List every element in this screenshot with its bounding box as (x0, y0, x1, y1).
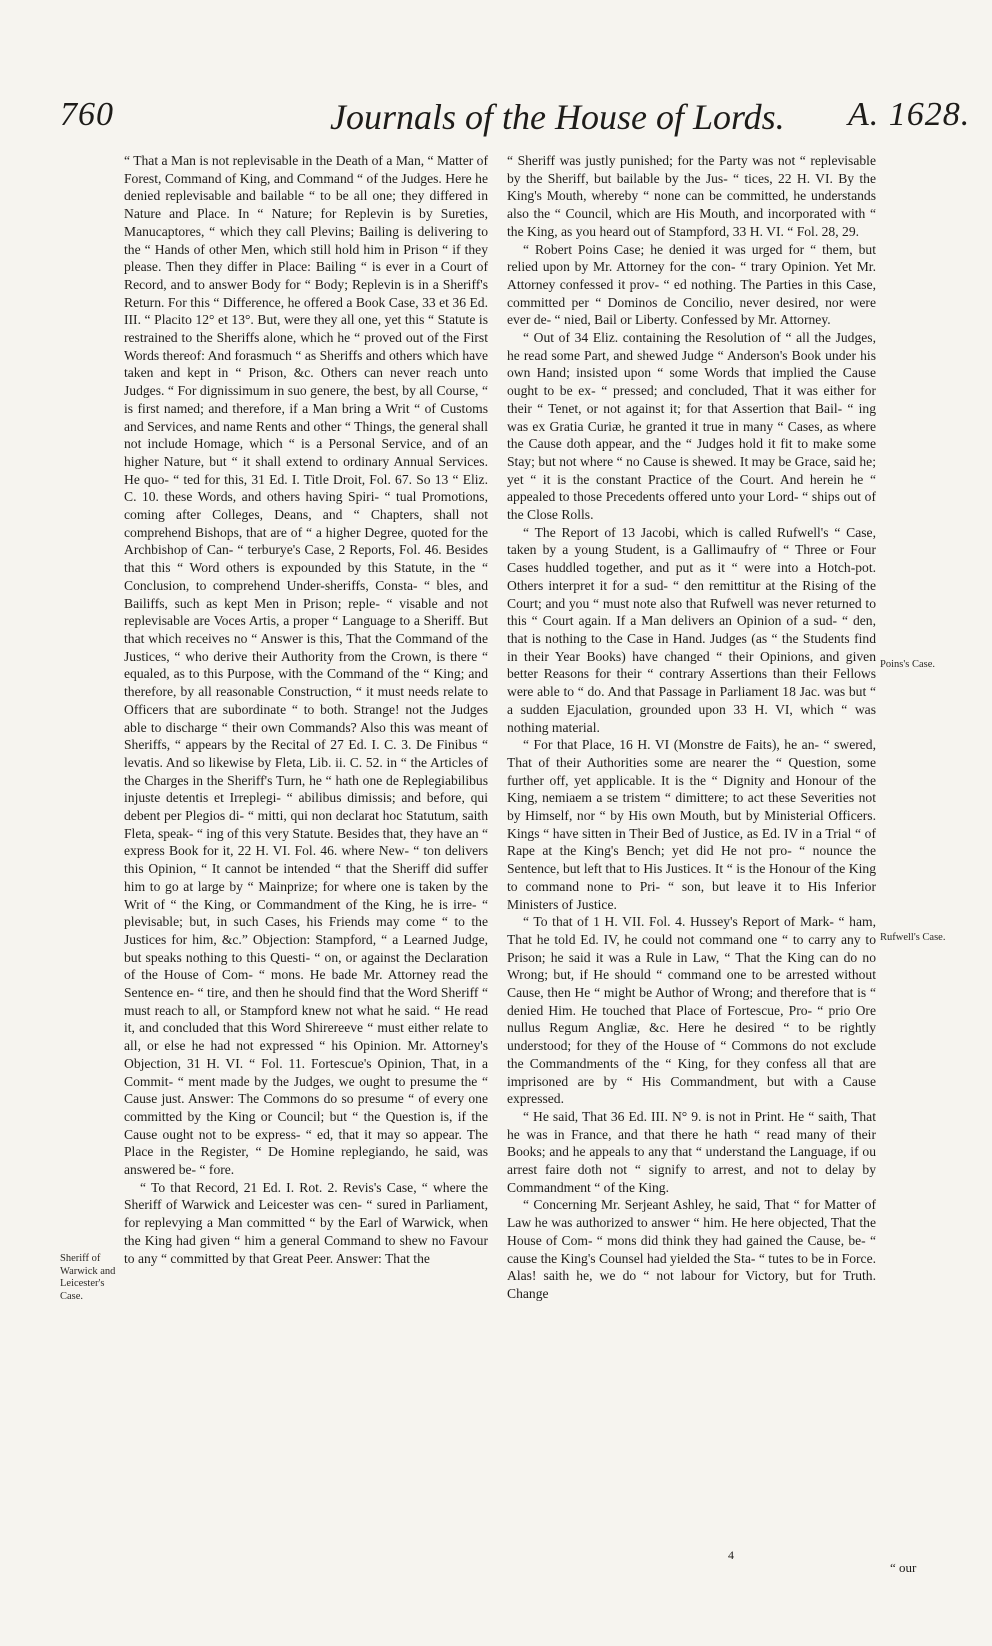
paragraph: “ Sheriff was justly punished; for the Party was not “ replevisable by the Sheriff, but bailable by the Jus- “ tices, 22 H. VI. By the King's Mouth, whereby “ none can be committed, he understands also the “ Council, which are His Mouth, and incorporated with “ the King, as you heard out of Stampford, 33 H. VI. “ Fol. 28, 29. (507, 153, 876, 239)
margin-note-sheriff-of-warwick: Sheriff of Warwick and Leicester's Case. (60, 1253, 116, 1302)
paragraph: “ Concerning Mr. Serjeant Ashley, he said, That “ for Matter of Law he was authorized to answer “ him. He here objected, That the House of Com- “ mons did think they had gained the Cause, be- “ cause the King's Counsel had yielded the Sta- “ tutes to be in Force. Alas! saith he, we do “ not labour for Victory, but for Truth. Change (507, 1197, 876, 1301)
paragraph: “ To that of 1 H. VII. Fol. 4. Hussey's Report of Mark- “ ham, That he told Ed. IV, he could not command one “ to carry any to Prison; he said it was a Rule in Law, “ That the King can do no Wrong; but, if He should “ command one to be arrested without Cause, then He “ might be Author of Wrong; and therefore that is “ denied Him. He touched that Place of Fortescue, Pro- “ prio Ore nullus Regum Angliæ, &c. Here he desired “ to be rightly understood; for they of the House of “ Commons do not exclude the Commandments of the “ King, for they confess all that are imprisoned are by “ His Commandment, but with a Cause expressed. (507, 914, 876, 1107)
year-heading: A. 1628. (848, 96, 971, 133)
catchword: “ our (890, 1560, 917, 1575)
paragraph: “ He said, That 36 Ed. III. N° 9. is not in Print. He “ saith, That he was in France, and that there he hath “ read many of their Books; and he appeals to any that “ understand the Language, if ou arrest faire doth not “ signify to arrest, and not to delay by Commandment “ of the King. (507, 1108, 876, 1195)
signature-mark: 4 (728, 1548, 734, 1562)
paragraph: “ To that Record, 21 Ed. I. Rot. 2. Revis's Case, “ where the Sheriff of Warwick and Leicester was cen- “ sured in Parliament, for replevying a Man committed “ by the Earl of Warwick, when the King had given “ him a general Command to shew no Favour to any “ committed by that Great Peer. Answer: That the (124, 1179, 488, 1266)
paragraph: “ The Report of 13 Jacobi, which is called Rufwell's “ Case, taken by a young Student, is a Gallimaufry of “ Three or Four Cases huddled together, and put as it “ were into a Hotch-pot. Others interpret it for a sud- “ den remittitur at the Rising of the Court; and you “ must note also that Rufwell was never returned to this “ Court again. If a Man delivers an Opinion of a sud- “ den, that is nothing to the Case in Hand. Judges (as “ the Students find in their Year Books) have changed “ their Opinions, and given better Reasons for their “ contrary Assertions than their Fellows were able to “ do. And that Passage in Parliament 18 Jac. was but “ a sudden Ejaculation, grounded upon 33 H. VI, which “ was nothing material. (507, 524, 876, 735)
running-title: Journals of the House of Lords. (330, 97, 785, 137)
right-column (507, 152, 876, 1303)
paragraph: “ Out of 34 Eliz. containing the Resolution of “ all the Judges, he read some Part, and shewed Judge “ Anderson's Book under his own Hand; insisted upon “ some Words that implied the Cause ought to be ex- “ pressed; and concluded, That it was either for their “ Tenet, or not against it; for that Assertion that Bail- “ ing was ex Gratia Curiæ, he granted it true in many “ Cases, as where the Cause doth appear, and the “ Judges hold it fit to make some Stay; but not where “ no Cause is shewed. It may be Grace, said he; yet “ it is the constant Practice of the Court. And herein he “ appealed to those Precedents offered unto your Lord- “ ships out of the Close Rolls. (507, 330, 876, 523)
left-column (124, 152, 488, 1267)
page-number: 760 (60, 96, 114, 133)
paragraph: “ Robert Poins Case; he denied it was urged for “ them, but relied upon by Mr. Attorney for the con- “ trary Opinion. Yet Mr. Attorney confessed it prov- “ ed nothing. The Parties in this Case, committed per “ Dominos de Concilio, never desired, nor were ever de- “ nied, Bail or Liberty. Confessed by Mr. Attorney. (507, 241, 876, 328)
page-header (0, 0, 992, 136)
paragraph: “ That a Man is not replevisable in the Death of a Man, “ Matter of Forest, Command of King, and Command “ of the Judges. Here he denied replevisable and bailable “ to be all one; they differed in Nature and Place. In “ Nature; for Replevin is by Sureties, Manucaptores, “ which they call Plevins; Bailing is delivering to the “ Hands of other Men, which still hold him in Prison “ if they please. Then they differ in Place: Bailing “ is ever in a Court of Record, and to answer Body for “ Body; Replevin is in a Sheriff's Return. For this “ Difference, he offered a Book Case, 33 et 36 Ed. III. “ Placito 12° et 13°. But, were they all one, yet this “ Statute is restrained to the Sheriffs alone, which he “ proved out of the First Words thereof: And forasmuch “ as Sheriffs and others which have taken and kept in “ Prison, &c. Others can never reach unto Judges. “ For dignissimum in suo genere, the best, by all Course, “ is first named; and therefore, if a Man bring a Writ “ of Customs and Services, and name Rents and other “ Things, the general shall not include Homage, which “ is a Personal Service, and of an higher Nature, but “ it shall extend to ordinary Annual Services. He quo- “ ted for this, 31 Ed. I. Title Droit, Fol. 67. So 13 “ Eliz. C. 10. these Words, and others having Spiri- “ tual Promotions, coming after Colleges, Deans, and “ Chapters, shall not comprehend Bishops, that are of “ a higher Degree, quoted for the Archbishop of Can- “ terburye's Case, 2 Reports, Fol. 46. Besides that this “ Word others is expounded by this Statute, in the “ Conclusion, to comprehend Under-sheriffs, Consta- “ bles, and Bailiffs, such as kept Men in Prison; reple- “ visable and not replevisable are Voces Artis, a proper “ Language to a Sheriff. But that which receives no “ Answer is this, That the Command of the Justices, “ who derive their Authority from the Crown, is there “ equaled, as to this Purpose, with the Command of the “ King; and therefore, by all reasonable Construction, “ it must needs relate to Officers that are subordinate “ to both. Strange! not the Judges able to discharge “ their own Commands? Also this was meant of Sheriffs, “ appears by the Recital of 27 Ed. I. C. 3. De Finibus “ levatis. And so likewise by Fleta, Lib. ii. C. 52. in “ the Articles of the Charges in the Sheriff's Turn, he “ hath one de Replegiabilibus injuste detentis et Irreplegi- “ abilibus dimissis; and before, qui debent per Plegios di- “ mitti, qui non declarat hoc Statutum, saith Fleta, speak- “ ing of this very Statute. Besides that, they have an “ express Book for it, 22 H. VI. Fol. 46. where New- “ ton delivers this Opinion, “ It cannot be intended “ that the Sheriff did suffer him to go at large by “ Mainprize; for where one is taken by the Writ of “ the King, or Commandment of the King, he is irre- “ plevisable; but, in such Cases, his Friends may come “ to the Justices for him, &c.” Objection: Stampford, “ a Learned Judge, but speaks nothing to this Questi- “ on, or against the Declaration of the House of Com- “ mons. He bade Mr. Attorney read the Sentence en- “ tire, and then he should find that the Word Sheriff “ must reach to all, or Stampford knew not what he said. “ He read it, and concluded that this Word Shirereeve “ must either relate to all, or else he had not expressed “ his Opinion. Mr. Attorney's Objection, 31 H. VI. “ Fol. 11. Fortescue's Opinion, That, in a Commit- “ ment made by the Judges, we ought to presume the “ Cause just. Answer: The Commons do so presume “ of every one committed by the King or Council; but “ the Question is, if the Cause ought not to be express- “ ed, that it may so appear. The Place in the Register, “ De Homine replegiando, he said, was answered be- “ fore. (124, 153, 488, 1178)
margin-note-rufwell-case: Rufwell's Case. (880, 932, 946, 943)
margin-note-poins-case: Poins's Case. (880, 659, 935, 670)
paragraph: “ For that Place, 16 H. VI (Monstre de Faits), he an- “ swered, That of their Authorities some are nearer the “ Question, some further off, yet applicable. It is the “ Dignity and Honour of the King, nemiaem a se tristem “ dimittere; to act these Severities not by Himself, nor “ by His own Mouth, but by Ministerial Officers. Kings “ have sitten in Their Bed of Justice, as Ed. IV in a Trial “ of Rape at the King's Bench; yet did He not pro- “ nounce the Sentence, but left that to His Justices. It “ is the Honour of the King to command none to Pri- “ son, but leave it to His Inferior Ministers of Justice. (507, 737, 876, 912)
